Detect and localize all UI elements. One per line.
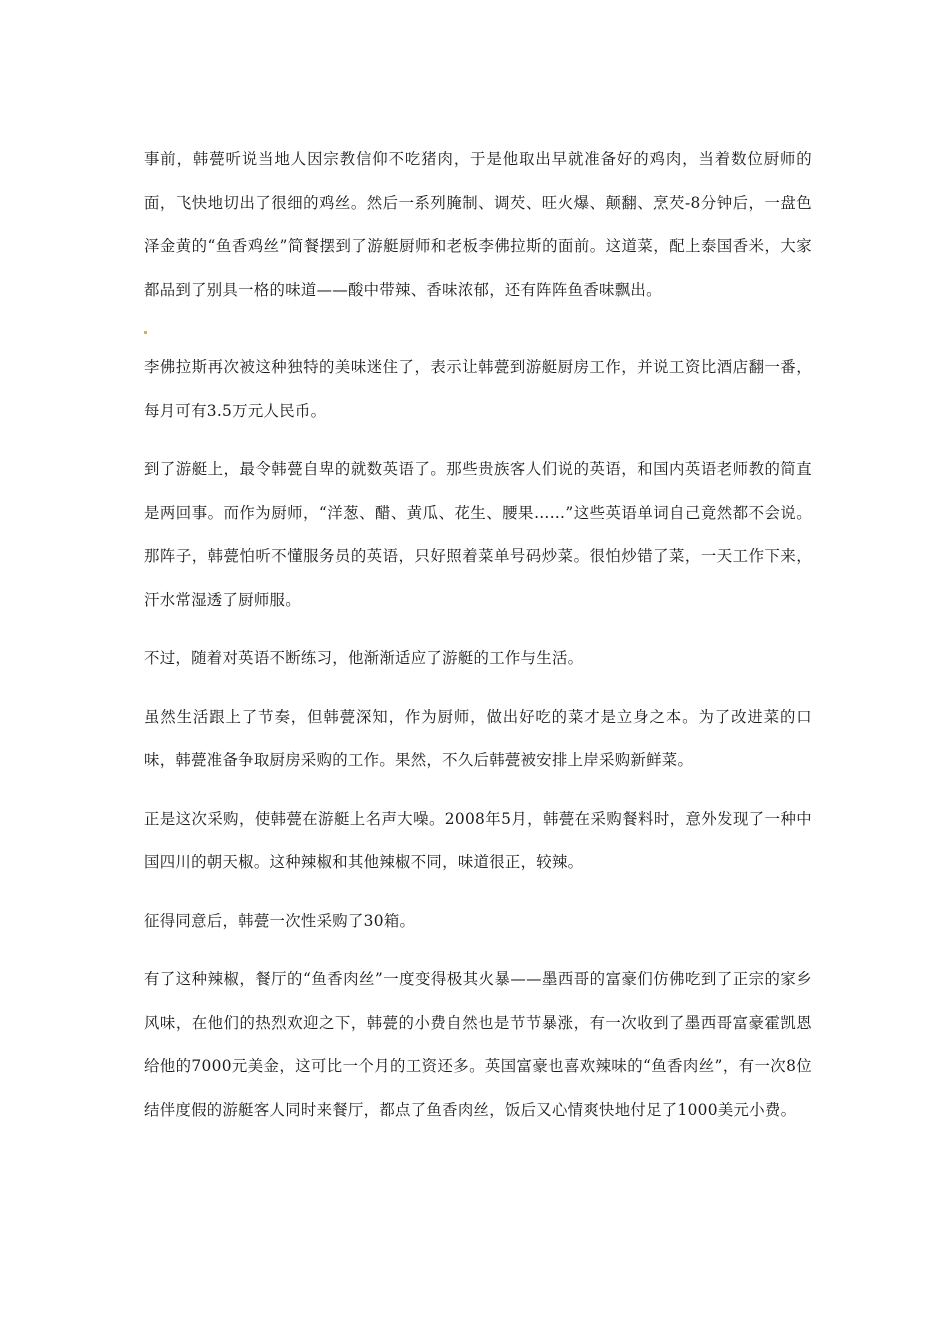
paragraph-2: 李佛拉斯再次被这种独特的美味迷住了，表示让韩甍到游艇厨房工作，并说工资比酒店翻一番，每月可有3.5万元人民币。 [144, 358, 812, 420]
stray-mark [144, 322, 812, 342]
paragraph-6: 正是这次采购，使韩甍在游艇上名声大噪。2008年5月，韩甍在采购餐料时，意外发现了一种中国四川的朝天椒。这种辣椒和其他辣椒不同，味道很正，较辣。 [144, 809, 812, 871]
paragraph-3: 到了游艇上，最令韩甍自卑的就数英语了。那些贵族客人们说的英语，和国内英语老师教的简直是两回事。而作为厨师，“洋葱、醋、黄瓜、花生、腰果……”这些英语单词自己竟然都不会说。那阵子，韩甍怕听不懂服务员的英语，只好照着菜单号码炒菜。很怕炒错了菜，一天工作下来，汗水常湿透了厨师服。 [144, 460, 812, 609]
paragraph-5: 虽然生活跟上了节奏，但韩甍深知，作为厨师，做出好吃的菜才是立身之本。为了改进菜的口味，韩甍准备争取厨房采购的工作。果然，不久后韩甍被安排上岸采购新鲜菜。 [144, 707, 812, 769]
paragraph-7: 征得同意后，韩甍一次性采购了30箱。 [144, 911, 416, 930]
paragraph-8: 有了这种辣椒，餐厅的“鱼香肉丝”一度变得极其火暴——墨西哥的富豪们仿佛吃到了正宗的家乡风味，在他们的热烈欢迎之下，韩甍的小费自然也是节节暴涨，有一次收到了墨西哥富豪霍凯恩给他的7000元美金，这可比一个月的工资还多。英国富豪也喜欢辣味的“鱼香肉丝”，有一次8位结伴度假的游艇客人同时来餐厅，都点了鱼香肉丝，饭后又心情爽快地付足了1000美元小费。 [144, 970, 812, 1119]
paragraph-4: 不过，随着对英语不断练习，他渐渐适应了游艇的工作与生活。 [144, 649, 584, 667]
paragraph-1: 事前，韩甍听说当地人因宗教信仰不吃猪肉，于是他取出早就准备好的鸡肉，当着数位厨师的面，飞快地切出了很细的鸡丝。然后一系列腌制、调芡、旺火爆、颠翻、烹芡-8分钟后，一盘色泽金黄的“鱼香鸡丝”简餐摆到了游艇厨师和老板李佛拉斯的面前。这道菜，配上泰国香米，大家都品到了别具一格的味道——酸中带辣、香味浓郁，还有阵阵鱼香味飘出。 [144, 150, 812, 299]
document-body [144, 138, 812, 1132]
